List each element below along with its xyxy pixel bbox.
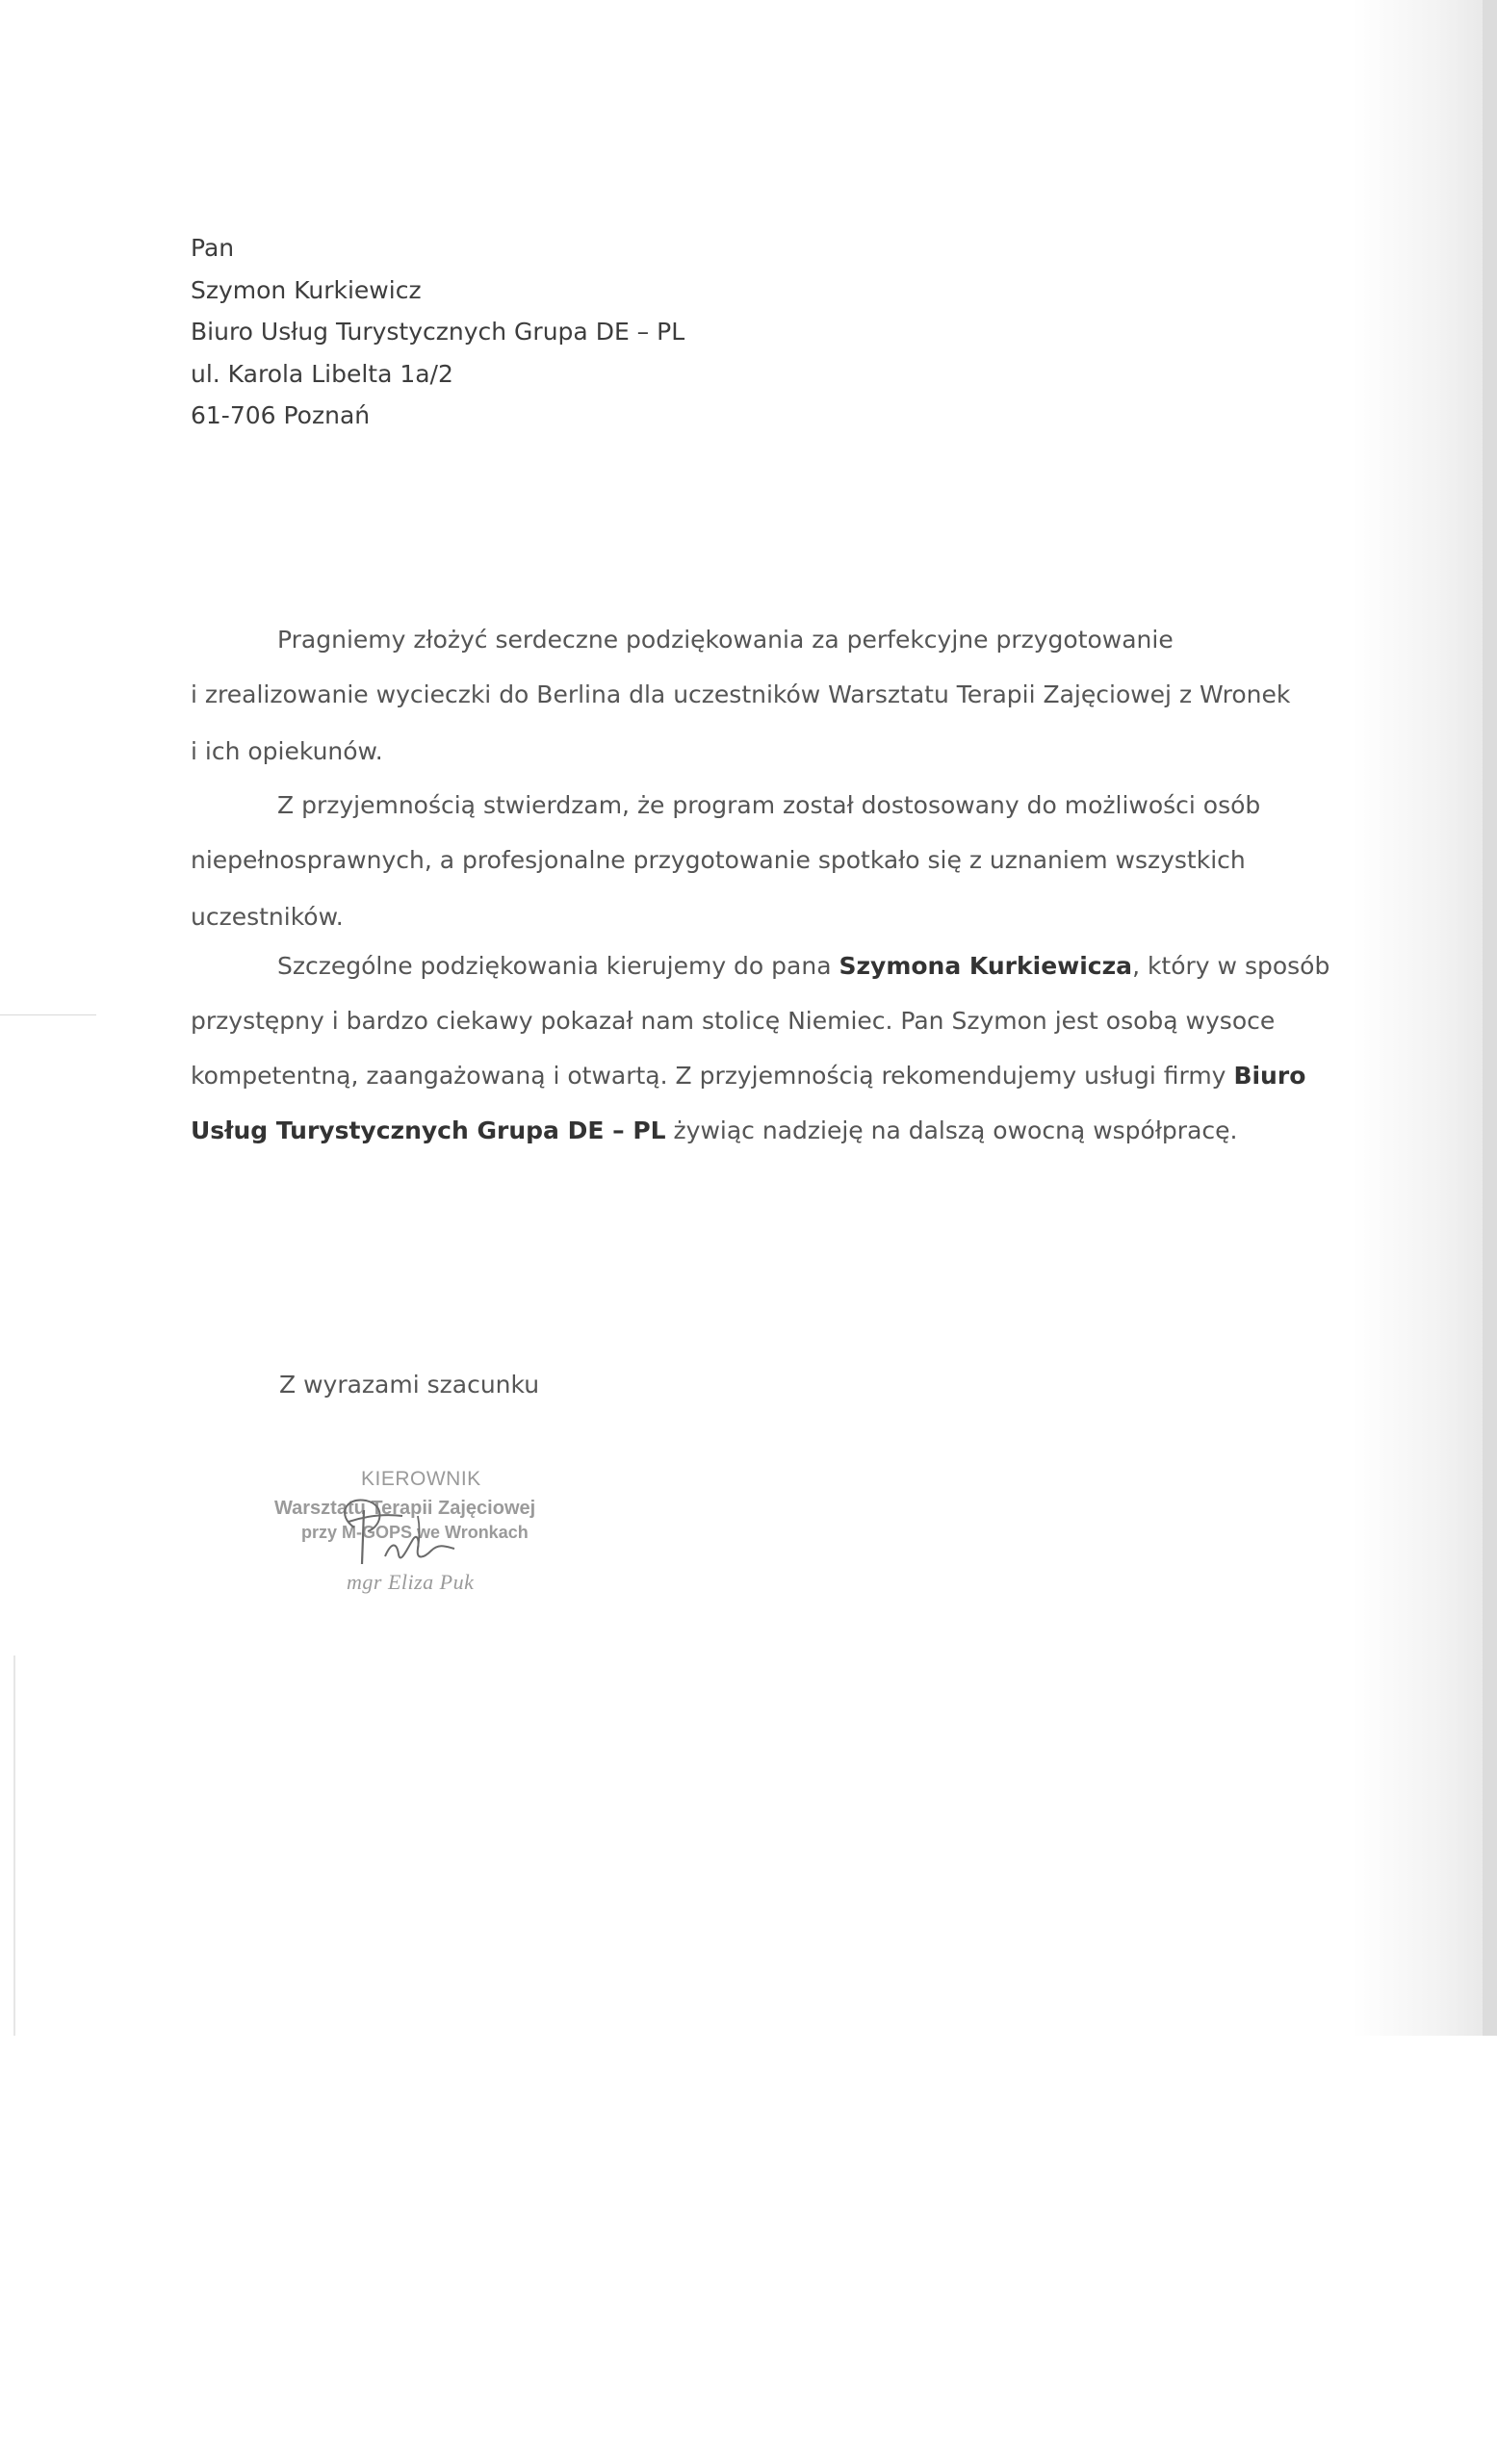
recipient-salutation: Pan <box>191 234 235 262</box>
text-span: Szczególne podziękowania kierujemy do pana <box>277 952 839 980</box>
paragraph-line: Pragniemy złożyć serdeczne podziękowania za perfekcyjne przygotowanie <box>277 626 1174 654</box>
text-span: kompetentną, zaangażowaną i otwartą. Z przyjemnością rekomendujemy usługi firmy <box>191 1062 1234 1090</box>
paragraph-line: i zrealizowanie wycieczki do Berlina dla uczestników Warsztatu Terapii Zajęciowej z Wronek <box>191 680 1291 708</box>
stamp-location: przy M-GOPS we Wronkach <box>301 1523 529 1542</box>
paragraph-line: Z przyjemnością stwierdzam, że program został dostosowany do możliwości osób <box>277 791 1261 819</box>
paragraph-line <box>191 1062 1305 1090</box>
scan-artifact-line <box>0 1014 96 1015</box>
recipient-street: ul. Karola Libelta 1a/2 <box>191 359 453 388</box>
paragraph-line <box>191 952 1329 980</box>
recipient-city: 61-706 Poznań <box>191 401 371 429</box>
scan-left-edge <box>13 1656 15 2036</box>
paragraph-line: i ich opiekunów. <box>191 737 383 765</box>
company-name-part: Usług Turystycznych Grupa DE – PL <box>191 1116 666 1144</box>
paragraph-line: przystępny i bardzo ciekawy pokazał nam stolicę Niemiec. Pan Szymon jest osobą wysoce <box>191 1007 1276 1035</box>
recipient-name: Szymon Kurkiewicz <box>191 275 422 304</box>
recipient-address <box>191 227 684 437</box>
recipient-company: Biuro Usług Turystycznych Grupa DE – PL <box>191 318 685 346</box>
stamp-signatory-name: mgr Eliza Puk <box>347 1570 475 1594</box>
paragraph-line: niepełnosprawnych, a profesjonalne przygotowanie spotkało się z uznaniem wszystkich <box>191 846 1246 874</box>
stamp-organization: Warsztatu Terapii Zajęciowej <box>274 1498 536 1519</box>
guide-name: Szymona Kurkiewicza <box>839 952 1133 980</box>
handwritten-signature <box>327 1487 578 1583</box>
paragraph-line <box>191 1116 1237 1144</box>
text-span: żywiąc nadzieję na dalszą owocną współpracę. <box>665 1116 1238 1144</box>
stamp-title: KIEROWNIK <box>361 1468 481 1490</box>
paragraph-line: uczestników. <box>191 903 344 931</box>
company-name-part: Biuro <box>1233 1062 1306 1090</box>
scan-edge <box>1483 0 1497 2036</box>
scan-shadow <box>1353 0 1497 2036</box>
text-span: , który w sposób <box>1132 952 1330 980</box>
closing-phrase: Z wyrazami szacunku <box>279 1371 540 1399</box>
